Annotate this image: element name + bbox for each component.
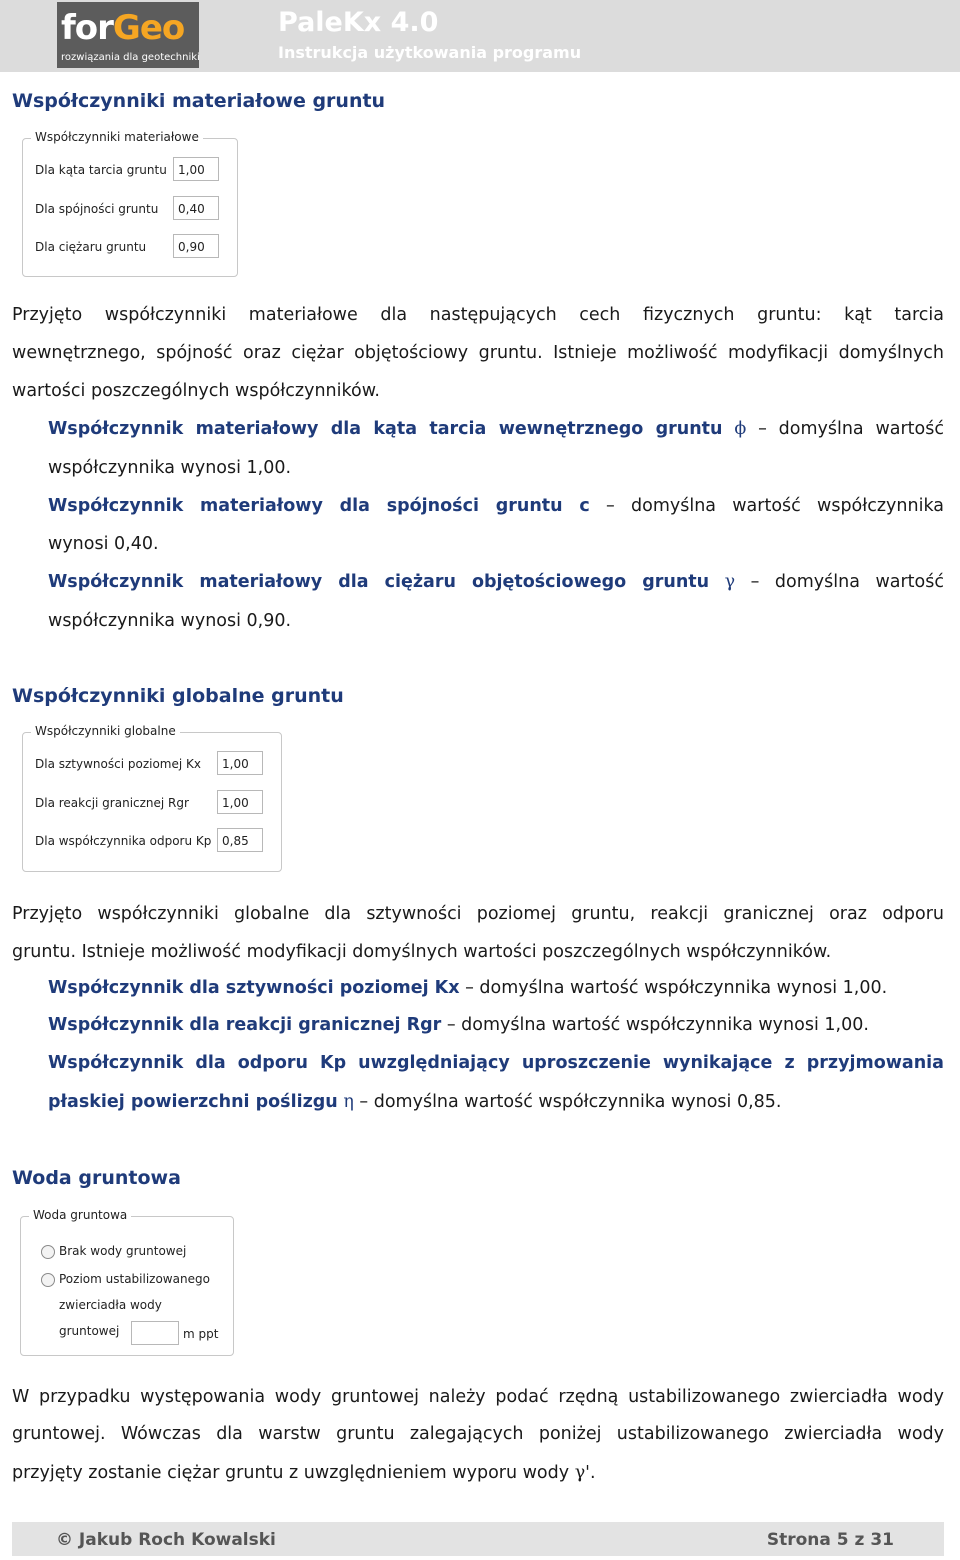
groupbox-legend: Woda gruntowa [29,1208,131,1222]
no-groundwater-radio[interactable] [41,1245,55,1259]
groundwater-groupbox [20,1208,234,1356]
field-label-weight: Dla ciężaru gruntu [35,240,147,254]
footer-author: © Jakub Roch Kowalski [56,1530,276,1550]
groundwater-level-radio[interactable] [41,1273,55,1287]
stiffness-coefficient-input[interactable]: 1,00 [217,751,263,775]
field-label-cohesion: Dla spójności gruntu [35,202,159,216]
coefficient-description: Współczynnik dla odporu Kp uwzględniający uproszczenie wynikające z przyjmowania [48,1053,944,1073]
coefficient-description: Współczynnik materiałowy dla kąta tarcia wewnętrznego gruntu ϕ – domyślna wartość [48,419,944,439]
field-label-reaction: Dla reakcji granicznej Rgr [35,796,189,810]
paragraph-line: wewnętrznego, spójność oraz ciężar objętościowy gruntu. Istnieje możliwość modyfikacji domyślnych [12,343,944,363]
document-subtitle: Instrukcja użytkowania programu [278,43,582,62]
global-coefficients-groupbox [22,724,282,872]
groundwater-unit-label: m ppt [183,1327,219,1341]
reaction-coefficient-input[interactable]: 1,00 [217,790,263,814]
field-label-friction: Dla kąta tarcia gruntu [35,163,167,177]
paragraph-line: gruntowej. Wówczas dla warstw gruntu zalegających poniżej ustabilizowanego zwierciadła wody [12,1424,944,1444]
section-heading-material: Współczynniki materiałowe gruntu [12,90,386,112]
friction-coefficient-input[interactable]: 1,00 [173,157,219,181]
groundwater-field-label: gruntowej [59,1324,120,1338]
cohesion-coefficient-input[interactable]: 0,40 [173,196,219,220]
document-title: PaleKx 4.0 [278,7,439,38]
radio-label-no-groundwater: Brak wody gruntowej [59,1244,187,1258]
paragraph-line: Przyjęto współczynniki materiałowe dla następujących cech fizycznych gruntu: kąt tarcia [12,305,944,325]
groundwater-level-input[interactable] [131,1321,179,1345]
forgeo-logo [57,2,199,68]
coefficient-description: Współczynnik dla reakcji granicznej Rgr – domyślna wartość współczynnika wynosi 1,00. [48,1015,869,1035]
coefficient-description: wynosi 0,40. [48,534,159,554]
page-footer [12,1522,944,1556]
coefficient-description: płaskiej powierzchni poślizgu η – domyślna wartość współczynnika wynosi 0,85. [48,1092,782,1112]
logo-tagline: rozwiązania dla geotechniki [61,52,200,63]
coefficient-description: współczynnika wynosi 0,90. [48,611,292,631]
field-label-passive: Dla współczynnika odporu Kp [35,834,212,848]
passive-coefficient-input[interactable]: 0,85 [217,828,263,852]
coefficient-description: współczynnika wynosi 1,00. [48,458,292,478]
section-heading-groundwater: Woda gruntowa [12,1167,181,1189]
page-header [0,0,960,72]
paragraph-line: Przyjęto współczynniki globalne dla sztywności poziomej gruntu, reakcji granicznej oraz odporu [12,904,944,924]
coefficient-description: Współczynnik dla sztywności poziomej Kx – domyślna wartość współczynnika wynosi 1,00. [48,978,888,998]
groupbox-legend: Współczynniki globalne [31,724,180,738]
paragraph-line: gruntu. Istnieje możliwość modyfikacji domyślnych wartości poszczególnych współczynników. [12,942,832,962]
footer-page-number: Strona 5 z 31 [766,1530,894,1550]
logo-wordmark: forGeo [61,8,185,48]
material-coefficients-groupbox [22,130,238,277]
radio-label-groundwater-level: Poziom ustabilizowanego [59,1272,210,1286]
radio-label-groundwater-level-line2: zwierciadła wody [59,1298,162,1312]
paragraph-line: przyjęty zostanie ciężar gruntu z uwzględnieniem wyporu wody γ'. [12,1463,596,1483]
weight-coefficient-input[interactable]: 0,90 [173,234,219,258]
coefficient-description: Współczynnik materiałowy dla spójności gruntu c – domyślna wartość współczynnika [48,496,944,516]
groupbox-legend: Współczynniki materiałowe [31,130,203,144]
paragraph-line: W przypadku występowania wody gruntowej należy podać rzędną ustabilizowanego zwierciadła wody [12,1387,944,1407]
paragraph-line: wartości poszczególnych współczynników. [12,381,380,401]
coefficient-description: Współczynnik materiałowy dla ciężaru objętościowego gruntu γ – domyślna wartość [48,572,944,592]
section-heading-global: Współczynniki globalne gruntu [12,685,344,707]
field-label-stiffness: Dla sztywności poziomej Kx [35,757,201,771]
